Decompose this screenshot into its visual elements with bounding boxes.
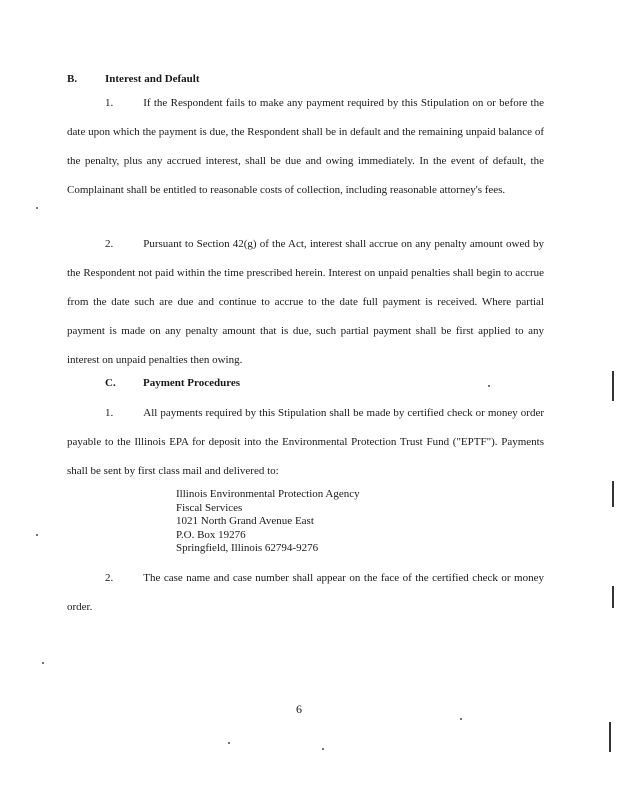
scan-speck xyxy=(322,748,324,750)
page-number: 6 xyxy=(296,702,302,716)
paragraph-b1-number: 1. xyxy=(105,97,114,109)
paragraph-c1-number: 1. xyxy=(105,407,114,419)
section-b-letter: B. xyxy=(67,73,78,85)
address-line-4: P.O. Box 19276 xyxy=(176,528,246,541)
paragraph-b1-text: If the Respondent fails to make any payment required by this Stipulation on or before the date upon which the payment is due, the Respondent shall be in default and the remaining unpaid balance of the penalty, plus any accrued interest, shall be due and owing immediately. In the event of default, the Complainant shall be entitled to reasonable costs of collection, including reasonable attorney's fees. xyxy=(67,97,544,196)
section-c-letter: C. xyxy=(105,377,116,389)
scan-mark xyxy=(609,722,611,752)
section-b-title: Interest and Default xyxy=(105,73,200,85)
mailing-address xyxy=(176,488,360,556)
address-line-5: Springfield, Illinois 62794-9276 xyxy=(176,542,319,555)
paragraph-c2 xyxy=(67,564,544,622)
paragraph-c2-number: 2. xyxy=(105,572,114,584)
section-b-heading xyxy=(67,73,200,85)
paragraph-b2-number: 2. xyxy=(105,238,114,250)
scan-speck xyxy=(488,385,490,387)
scan-mark xyxy=(612,371,614,401)
scan-speck xyxy=(42,662,44,664)
scan-speck xyxy=(36,207,38,209)
scan-mark xyxy=(612,481,614,507)
address-line-1: Illinois Environmental Protection Agency xyxy=(176,488,360,500)
paragraph-b2 xyxy=(67,230,544,375)
paragraph-c1-text: All payments required by this Stipulation shall be made by certified check or money order payable to the Illinois EPA for deposit into the Environmental Protection Trust Fund ("EPTF"). Payments shall be sent by first class mail and delivered to: xyxy=(67,407,544,477)
address-line-2: Fiscal Services xyxy=(176,501,243,514)
section-c-heading xyxy=(105,377,240,389)
scan-mark xyxy=(612,586,614,608)
scan-speck xyxy=(228,742,230,744)
paragraph-b1 xyxy=(67,89,544,205)
paragraph-c2-text: The case name and case number shall appear on the face of the certified check or money order. xyxy=(67,572,544,613)
scan-speck xyxy=(36,534,38,536)
paragraph-c1 xyxy=(67,399,544,486)
section-c-title: Payment Procedures xyxy=(143,377,241,389)
scan-speck xyxy=(460,718,462,720)
address-line-3: 1021 North Grand Avenue East xyxy=(176,515,314,528)
paragraph-b2-text: Pursuant to Section 42(g) of the Act, interest shall accrue on any penalty amount owed by the Respondent not paid within the time prescribed herein. Interest on unpaid penalties shall begin to accrue from the date such are due and continue to accrue to the date full payment is received. Where partial payment is made on any penalty amount that is due, such partial payment shall be first applied to any interest on unpaid penalties then owing. xyxy=(67,238,544,366)
